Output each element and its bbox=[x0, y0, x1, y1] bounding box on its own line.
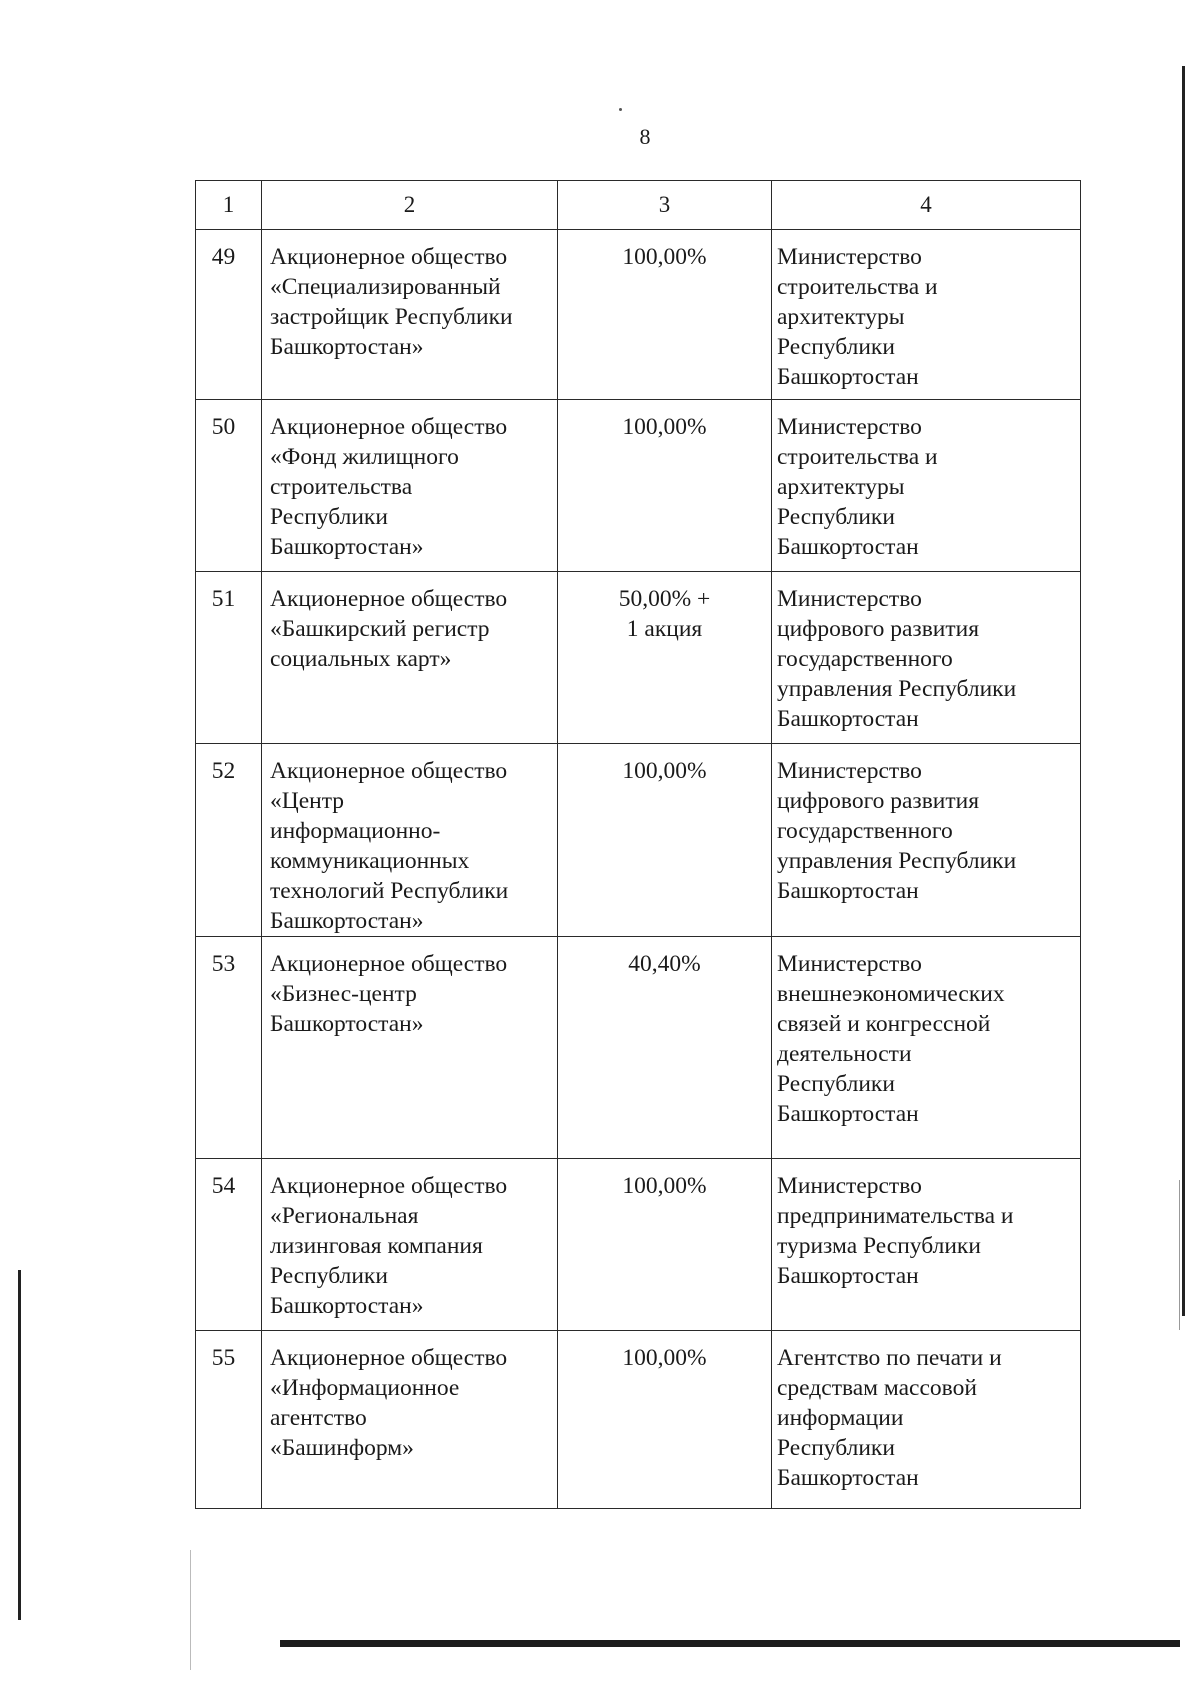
text-line: Башкортостан bbox=[777, 878, 919, 904]
text-line: деятельности bbox=[777, 1041, 912, 1067]
text-line: Акционерное общество bbox=[270, 1173, 508, 1199]
organizations-table bbox=[195, 180, 1081, 1509]
scan-edge-line-left bbox=[18, 1270, 21, 1620]
text-line: 40,40% bbox=[628, 951, 701, 977]
text-line: Акционерное общество bbox=[270, 1345, 508, 1371]
text-line: 100,00% bbox=[622, 758, 707, 784]
responsible-authority bbox=[772, 744, 1081, 937]
text-line: информационно- bbox=[270, 818, 441, 844]
organization-name bbox=[262, 400, 558, 572]
text-line: Башкортостан bbox=[777, 1101, 919, 1127]
state-share bbox=[558, 400, 772, 572]
text-line: Акционерное общество bbox=[270, 951, 508, 977]
text-line: технологий Республики bbox=[270, 878, 509, 904]
text-line: Республики bbox=[777, 504, 895, 530]
row-number: 52 bbox=[196, 744, 262, 937]
table-row bbox=[196, 230, 1081, 400]
scan-edge-line-bottom bbox=[280, 1640, 1180, 1647]
text-line: лизинговая компания bbox=[270, 1233, 483, 1259]
table-row bbox=[196, 1331, 1081, 1509]
page-number: 8 bbox=[639, 124, 651, 149]
scan-edge-line-right-thin bbox=[1179, 1180, 1180, 1330]
row-number: 49 bbox=[196, 230, 262, 400]
text-line: строительства и bbox=[777, 274, 938, 300]
text-line: Башкортостан» bbox=[270, 1293, 424, 1319]
column-header: 3 bbox=[558, 181, 772, 230]
text-line: «Фонд жилищного bbox=[270, 444, 459, 470]
state-share bbox=[558, 1331, 772, 1509]
text-line: цифрового развития bbox=[777, 616, 980, 642]
text-line: 50,00% + bbox=[618, 586, 711, 612]
responsible-authority bbox=[772, 572, 1081, 744]
text-line: Министерство bbox=[777, 951, 922, 977]
row-number: 54 bbox=[196, 1159, 262, 1331]
organization-name bbox=[262, 1159, 558, 1331]
text-line: Министерство bbox=[777, 758, 922, 784]
text-line: Акционерное общество bbox=[270, 414, 508, 440]
row-number: 53 bbox=[196, 937, 262, 1159]
scan-edge-line-right bbox=[1182, 66, 1185, 1316]
text-line: 100,00% bbox=[622, 1345, 707, 1371]
text-line: Башкортостан» bbox=[270, 334, 424, 360]
organization-name bbox=[262, 937, 558, 1159]
text-line: строительства и bbox=[777, 444, 938, 470]
responsible-authority bbox=[772, 1159, 1081, 1331]
organization-name bbox=[262, 230, 558, 400]
text-line: средствам массовой bbox=[777, 1375, 977, 1401]
text-line: застройщик Республики bbox=[270, 304, 513, 330]
text-line: Агентство по печати и bbox=[777, 1345, 1002, 1371]
text-line: Министерство bbox=[777, 586, 922, 612]
table-row bbox=[196, 572, 1081, 744]
text-line: архитектуры bbox=[777, 474, 905, 500]
text-line: Министерство bbox=[777, 244, 922, 270]
text-line: Акционерное общество bbox=[270, 244, 508, 270]
text-line: Министерство bbox=[777, 1173, 922, 1199]
text-line: государственного bbox=[777, 646, 953, 672]
state-share bbox=[558, 572, 772, 744]
row-number: 51 bbox=[196, 572, 262, 744]
text-line: Башкортостан bbox=[777, 364, 919, 390]
text-line: цифрового развития bbox=[777, 788, 980, 814]
table-row bbox=[196, 744, 1081, 937]
state-share bbox=[558, 1159, 772, 1331]
text-line: государственного bbox=[777, 818, 953, 844]
responsible-authority bbox=[772, 230, 1081, 400]
text-line: Башкортостан bbox=[777, 706, 919, 732]
scan-edge-line-left-thin bbox=[190, 1550, 191, 1670]
table-row bbox=[196, 1159, 1081, 1331]
text-line: социальных карт» bbox=[270, 646, 452, 672]
text-line: 100,00% bbox=[622, 414, 707, 440]
text-line: Башкортостан» bbox=[270, 1011, 424, 1037]
responsible-authority bbox=[772, 937, 1081, 1159]
column-header: 1 bbox=[196, 181, 262, 230]
text-line: информации bbox=[777, 1405, 904, 1431]
text-line: внешнеэкономических bbox=[777, 981, 1005, 1007]
state-share bbox=[558, 937, 772, 1159]
text-line: Республики bbox=[270, 504, 388, 530]
text-line: Республики bbox=[777, 334, 895, 360]
text-line: Министерство bbox=[777, 414, 922, 440]
text-line: Башкортостан bbox=[777, 1263, 919, 1289]
text-line: связей и конгрессной bbox=[777, 1011, 991, 1037]
text-line: Республики bbox=[270, 1263, 388, 1289]
text-line: туризма Республики bbox=[777, 1233, 981, 1259]
organization-name bbox=[262, 572, 558, 744]
state-share bbox=[558, 230, 772, 400]
text-line: Акционерное общество bbox=[270, 758, 508, 784]
column-header: 2 bbox=[262, 181, 558, 230]
text-line: Башкортостан bbox=[777, 1465, 919, 1491]
table-header-row bbox=[196, 181, 1081, 230]
organization-name bbox=[262, 1331, 558, 1509]
text-line: коммуникационных bbox=[270, 848, 470, 874]
column-header: 4 bbox=[772, 181, 1081, 230]
text-line: Акционерное общество bbox=[270, 586, 508, 612]
text-line: Башкортостан» bbox=[270, 908, 424, 934]
text-line: «Бизнес-центр bbox=[270, 981, 417, 1007]
organization-name bbox=[262, 744, 558, 937]
row-number: 55 bbox=[196, 1331, 262, 1509]
text-line: Башкортостан bbox=[777, 534, 919, 560]
text-line: управления Республики bbox=[777, 676, 1017, 702]
text-line: «Башинформ» bbox=[270, 1435, 414, 1461]
text-line: «Центр bbox=[270, 788, 345, 814]
state-share bbox=[558, 744, 772, 937]
responsible-authority bbox=[772, 400, 1081, 572]
table-row bbox=[196, 937, 1081, 1159]
responsible-authority bbox=[772, 1331, 1081, 1509]
text-line: «Региональная bbox=[270, 1203, 419, 1229]
text-line: агентство bbox=[270, 1405, 367, 1431]
text-line: 100,00% bbox=[622, 1173, 707, 1199]
text-line: 100,00% bbox=[622, 244, 707, 270]
text-line: Республики bbox=[777, 1435, 895, 1461]
text-line: 1 акция bbox=[626, 616, 703, 642]
table-row bbox=[196, 400, 1081, 572]
text-line: «Информационное bbox=[270, 1375, 460, 1401]
text-line: предпринимательства и bbox=[777, 1203, 1014, 1229]
text-line: управления Республики bbox=[777, 848, 1017, 874]
text-line: Башкортостан» bbox=[270, 534, 424, 560]
text-line: «Башкирский регистр bbox=[270, 616, 490, 642]
text-line: архитектуры bbox=[777, 304, 905, 330]
text-line: строительства bbox=[270, 474, 413, 500]
text-line: «Специализированный bbox=[270, 274, 501, 300]
row-number: 50 bbox=[196, 400, 262, 572]
text-line: Республики bbox=[777, 1071, 895, 1097]
scan-speck bbox=[619, 108, 622, 111]
